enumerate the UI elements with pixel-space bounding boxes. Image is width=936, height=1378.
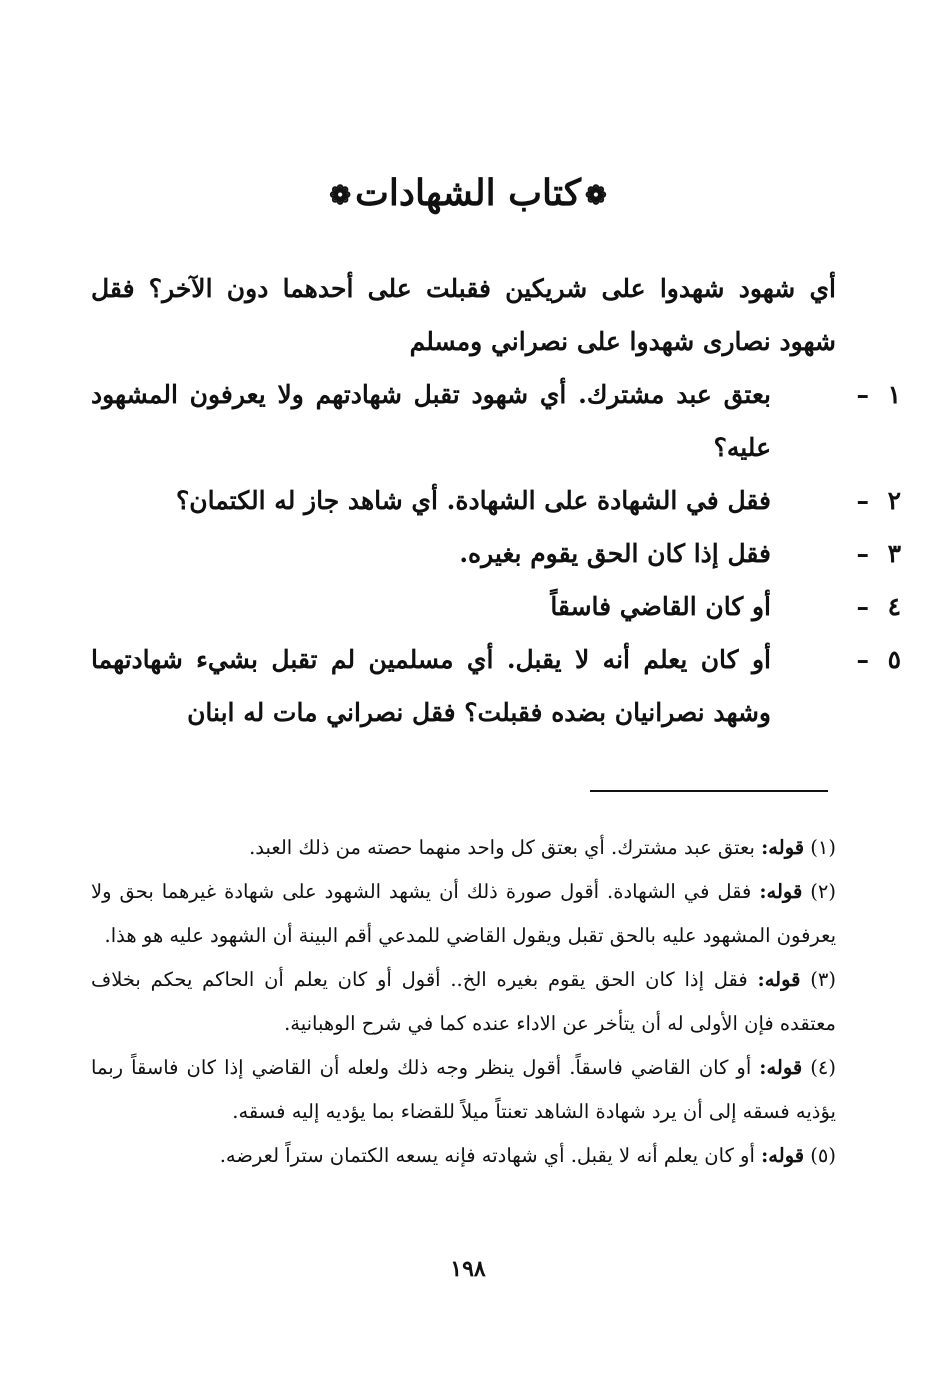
list-item-number: ٢ bbox=[887, 486, 901, 515]
footnote-text: فقل إذا كان الحق يقوم بغيره الخ.. أقول أو كان يعلم أن الحاكم يحكم بخلاف معتقده فإن الأولى له أن يتأخر عن الاداء عنده كما في شرح الوهبانية. bbox=[91, 968, 836, 1035]
footnote-divider bbox=[590, 790, 828, 792]
footnote bbox=[91, 958, 836, 1046]
list-item bbox=[91, 633, 901, 739]
footnote-text: أو كان يعلم أنه لا يقبل. أي شهادته فإنه يسعه الكتمان ستراً لعرضه. bbox=[219, 1144, 755, 1167]
intro-paragraph: أي شهود شهدوا على شريكين فقبلت على أحدهما دون الآخر؟ فقل شهود نصارى شهدوا على نصراني ومسلم bbox=[91, 274, 836, 356]
right-ornament-icon: ❁ bbox=[584, 181, 607, 211]
footnote-head: قوله: bbox=[759, 880, 803, 903]
list-item-text: فقل في الشهادة على الشهادة. أي شاهد جاز له الكتمان؟ bbox=[175, 486, 771, 515]
list-item bbox=[91, 580, 901, 633]
list-item-text: أو كان القاضي فاسقاً bbox=[550, 592, 771, 621]
main-text bbox=[91, 262, 901, 739]
footnote-head: قوله: bbox=[757, 968, 801, 991]
footnote-number: (٥) bbox=[810, 1144, 836, 1167]
numbered-list bbox=[91, 368, 901, 739]
list-item bbox=[91, 474, 901, 527]
footnote bbox=[91, 826, 836, 870]
left-ornament-icon: ❁ bbox=[329, 181, 352, 211]
list-item-number: ١ bbox=[887, 380, 901, 409]
footnote-head: قوله: bbox=[761, 836, 805, 859]
list-item bbox=[91, 527, 901, 580]
list-item-number: ٣ bbox=[887, 539, 901, 568]
chapter-title-text: كتاب الشهادات bbox=[355, 172, 581, 214]
list-item-dash: – bbox=[856, 645, 869, 674]
footnote-head: قوله: bbox=[759, 1056, 803, 1079]
footnote-text: فقل في الشهادة. أقول صورة ذلك أن يشهد الشهود على شهادة غيرهما بحق ولا يعرفون المشهود عليه بالحق تقبل ويقول القاضي للمدعي أقم البينة أن الشهود عليه هو هذا. bbox=[91, 880, 836, 947]
list-item-text: فقل إذا كان الحق يقوم بغيره. bbox=[459, 539, 771, 568]
footnote bbox=[91, 870, 836, 958]
footnote-number: (٤) bbox=[810, 1056, 836, 1079]
list-item bbox=[91, 368, 901, 474]
footnote-number: (٣) bbox=[810, 968, 836, 991]
page-number: ١٩٨ bbox=[450, 1256, 486, 1282]
list-item-text: بعتق عبد مشترك. أي شهود تقبل شهادتهم ولا يعرفون المشهود عليه؟ bbox=[91, 380, 771, 462]
footnote-text: أو كان القاضي فاسقاً. أقول ينظر وجه ذلك ولعله أن القاضي إذا كان فاسقاً ربما يؤذيه فسقه إلى أن يرد شهادة الشاهد تعنتاً ميلاً للقضاء بما يؤديه إليه فسقه. bbox=[91, 1056, 836, 1123]
list-item-number: ٤ bbox=[887, 592, 901, 621]
list-item-number: ٥ bbox=[887, 645, 901, 674]
footnotes bbox=[91, 826, 836, 1178]
footnote-text: بعتق عبد مشترك. أي بعتق كل واحد منهما حصته من ذلك العبد. bbox=[249, 836, 755, 859]
list-item-dash: – bbox=[856, 486, 869, 515]
footnote-number: (٢) bbox=[810, 880, 836, 903]
footnote-head: قوله: bbox=[761, 1144, 805, 1167]
footnote bbox=[91, 1046, 836, 1134]
footnote bbox=[91, 1134, 836, 1178]
footnote-number: (١) bbox=[810, 836, 836, 859]
list-item-dash: – bbox=[856, 380, 869, 409]
list-item-dash: – bbox=[856, 592, 869, 621]
list-item-dash: – bbox=[856, 539, 869, 568]
chapter-title bbox=[0, 168, 936, 221]
list-item-text: أو كان يعلم أنه لا يقبل. أي مسلمين لم تقبل بشيء شهادتهما وشهد نصرانيان بضده فقبلت؟ فقل نصراني مات له ابنان bbox=[91, 645, 771, 727]
